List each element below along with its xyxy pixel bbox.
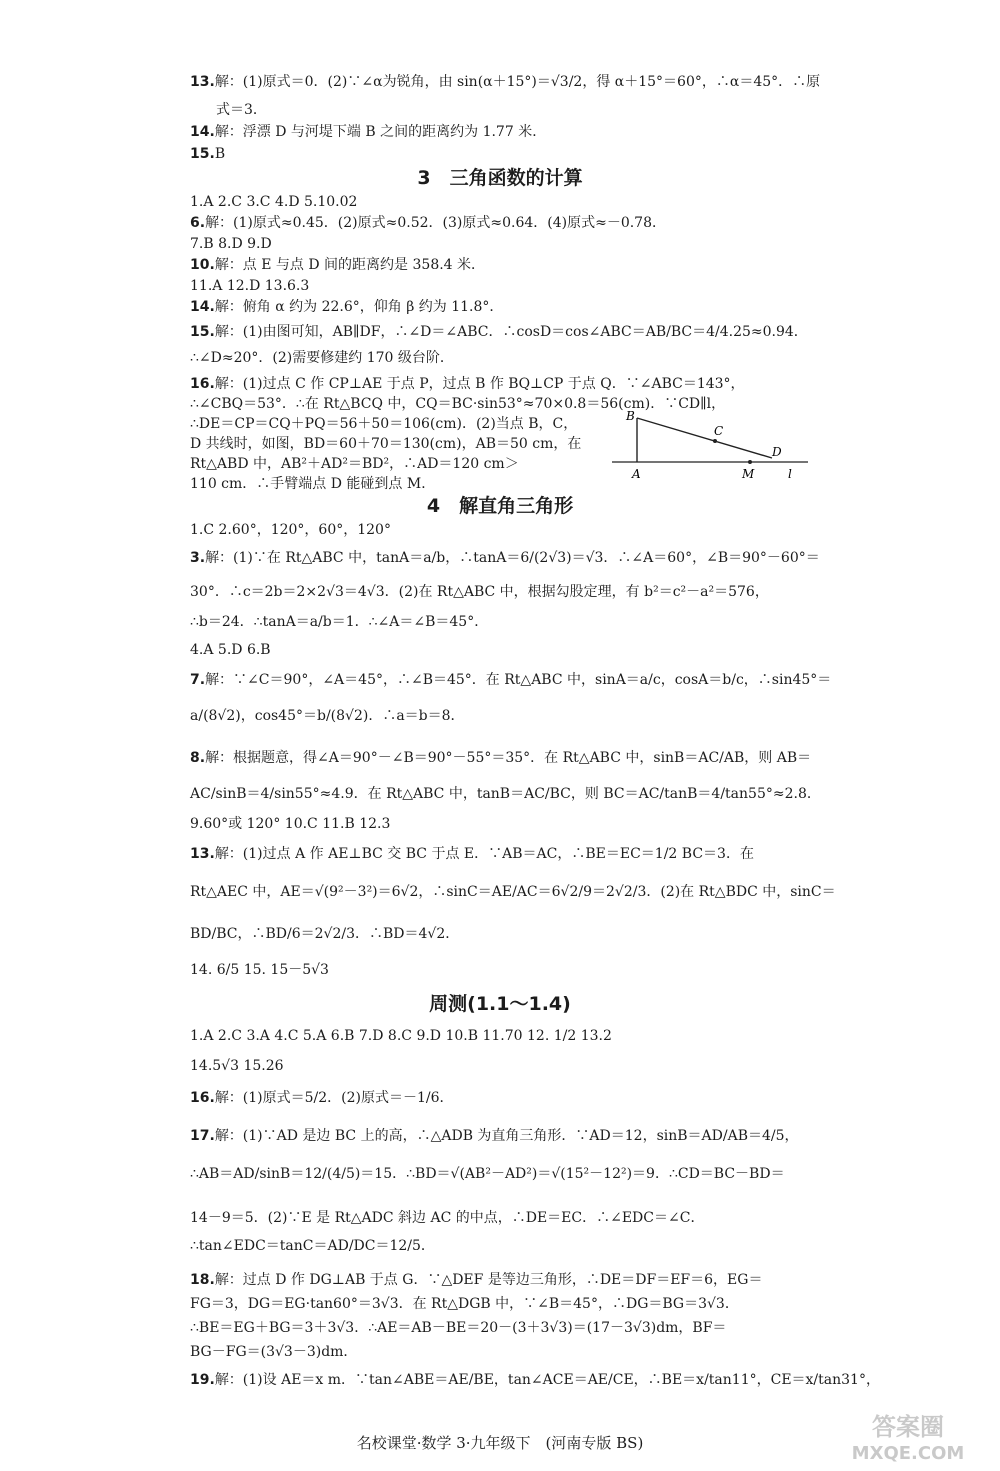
answer-line: 1.A 2.C 3.C 4.D 5.10.02 xyxy=(190,194,358,210)
answer-line: BD/BC，∴BD/6＝2√2/3．∴BD＝4√2． xyxy=(190,926,460,942)
answer-line: 10.解：点 E 与点 D 间的距离约是 358.4 米． xyxy=(190,257,486,273)
answer-line: 9.60°或 120° 10.C 11.B 12.3 xyxy=(190,816,391,832)
label-l: l xyxy=(788,467,792,481)
page-footer: 名校课堂·数学 3·九年级下 (河南专版 BS) xyxy=(356,1434,644,1452)
answer-line: 7.B 8.D 9.D xyxy=(190,236,272,252)
answer-line: 11.A 12.D 13.6.3 xyxy=(190,278,310,294)
answer-line: 4.A 5.D 6.B xyxy=(190,642,271,658)
answer-line: 1.A 2.C 3.A 4.C 5.A 6.B 7.D 8.C 9.D 10.B 11.70 12. 1/2 13.2 xyxy=(190,1028,612,1044)
answer-line: ∴∠CBQ＝53°．∴在 Rt△BCQ 中，CQ＝BC·sin53°≈70×0.8＝56(cm)．∵CD∥l， xyxy=(190,396,726,412)
answer-line: 16.解：(1)原式＝5/2．(2)原式＝－1/6． xyxy=(190,1090,454,1106)
answer-line: 17.解：(1)∵AD 是边 BC 上的高，∴△ADB 为直角三角形．∵AD＝12，sinB＝AD/AB＝4/5， xyxy=(190,1128,799,1144)
section-heading: 4 解直角三角形 xyxy=(426,495,574,517)
answer-line: Rt△AEC 中，AE＝√(9²－3²)＝6√2，∴sinC＝AE/AC＝6√2/9＝2√2/3．(2)在 Rt△BDC 中，sinC＝ xyxy=(190,884,836,900)
point-c xyxy=(713,439,717,443)
answer-line: ∴tan∠EDC＝tanC＝AD/DC＝12/5． xyxy=(190,1238,435,1254)
answer-line: 3.解：(1)∵在 Rt△ABC 中，tanA＝a/b，∴tanA＝6/(2√3)＝√3．∴∠A＝60°，∠B＝90°－60°＝ xyxy=(190,550,820,566)
answer-line: 1.C 2.60°，120°，60°，120° xyxy=(190,522,391,538)
answer-line: 8.解：根据题意，得∠A＝90°－∠B＝90°－55°＝35°．在 Rt△ABC 中，sinB＝AC/AB，则 AB＝ xyxy=(190,750,812,766)
answer-line: 14.5√3 15.26 xyxy=(190,1058,284,1074)
answer-line: FG＝3，DG＝EG·tan60°＝3√3．在 Rt△DGB 中，∵∠B＝45°，∴DG＝BG＝3√3． xyxy=(190,1296,739,1312)
label-d: D xyxy=(772,445,782,459)
answer-line: ∴∠D≈20°．(2)需要修建约 170 级台阶． xyxy=(190,350,454,366)
segment-bd xyxy=(637,418,772,458)
answer-line: AC/sinB＝4/sin55°≈4.9．在 Rt△ABC 中，tanB＝AC/BC，则 BC＝AC/tanB＝4/tan55°≈2.8． xyxy=(190,786,821,802)
label-b: B xyxy=(626,409,635,423)
answer-line: ∴DE＝CP＝CQ＋PQ＝56＋50＝106(cm)．(2)当点 B，C， xyxy=(190,416,578,432)
svg-text:MXQE.COM: MXQE.COM xyxy=(851,1443,965,1464)
answer-line: ∴AB＝AD/sinB＝12/(4/5)＝15．∴BD＝√(AB²－AD²)＝√(15²－12²)＝9．∴CD＝BC－BD＝ xyxy=(190,1166,785,1182)
answer-line: 14. 6/5 15. 15－5√3 xyxy=(190,962,329,978)
answer-line: 19.解：(1)设 AE＝x m．∵tan∠ABE＝AE/BE，tan∠ACE＝AE/CE，∴BE＝x/tan11°，CE＝x/tan31°， xyxy=(190,1372,880,1388)
answer-line: D 共线时，如图，BD＝60＋70＝130(cm)，AB＝50 cm，在 xyxy=(190,436,582,452)
answer-line: 6.解：(1)原式≈0.45．(2)原式≈0.52．(3)原式≈0.64．(4)原式≈－0.78． xyxy=(190,215,666,231)
answer-line: Rt△ABD 中，AB²＋AD²＝BD²，∴AD＝120 cm＞ xyxy=(190,456,519,472)
answer-line: 13.解：(1)过点 A 作 AE⊥BC 交 BC 于点 E．∵AB＝AC，∴BE＝EC＝1/2 BC＝3．在 xyxy=(190,846,754,862)
watermark-logo xyxy=(838,1405,978,1467)
answer-line: 30°．∴c＝2b＝2×2√3＝4√3．(2)在 Rt△ABC 中，根据勾股定理，有 b²＝c²－a²＝576， xyxy=(190,584,769,600)
answer-line: ∴BE＝EG＋BG＝3＋3√3．∴AE＝AB－BE＝20－(3＋3√3)＝(17－3√3)dm，BF＝ xyxy=(190,1320,727,1336)
answer-line: 15.解：(1)由图可知，AB∥DF，∴∠D＝∠ABC．∴cosD＝cos∠ABC＝AB/BC＝4/4.25≈0.94． xyxy=(190,324,808,340)
answer-line: 110 cm．∴手臂端点 D 能碰到点 M． xyxy=(190,476,436,492)
answer-line: 7.解：∵∠C＝90°，∠A＝45°，∴∠B＝45°．在 Rt△ABC 中，sinA＝a/c，cosA＝b/c，∴sin45°＝ xyxy=(190,672,832,688)
point-m xyxy=(748,460,752,464)
label-c: C xyxy=(714,424,724,438)
answer-line: 14.解：俯角 α 约为 22.6°，仰角 β 约为 11.8°． xyxy=(190,299,504,315)
answer-line: 15.B xyxy=(190,146,226,162)
answer-line: 18.解：过点 D 作 DG⊥AB 于点 G．∵△DEF 是等边三角形，∴DE＝DF＝EF＝6，EG＝ xyxy=(190,1272,763,1288)
answer-line: 式＝3． xyxy=(216,102,267,118)
weekly-test-heading: 周测(1.1～1.4) xyxy=(429,993,571,1015)
label-a: A xyxy=(632,467,641,481)
answer-line: 14－9＝5．(2)∵E 是 Rt△ADC 斜边 AC 的中点，∴DE＝EC．∴∠EDC＝∠C． xyxy=(190,1210,705,1226)
answer-line: BG－FG＝(3√3－3)dm． xyxy=(190,1344,358,1360)
answer-line: a/(8√2)，cos45°＝b/(8√2)．∴a＝b＝8． xyxy=(190,708,465,724)
svg-text:答案圈: 答案圈 xyxy=(872,1413,944,1441)
answer-line: 13.解：(1)原式＝0．(2)∵∠α为锐角，由 sin(α＋15°)＝√3/2，得 α＋15°＝60°，∴α＝45°．∴原 xyxy=(190,74,821,90)
answer-line: 16.解：(1)过点 C 作 CP⊥AE 于点 P，过点 B 作 BQ⊥CP 于点 Q．∵∠ABC＝143°， xyxy=(190,376,745,392)
answer-line: 14.解：浮漂 D 与河堤下端 B 之间的距离约为 1.77 米． xyxy=(190,124,547,140)
triangle-figure xyxy=(612,410,812,485)
answer-line: ∴b＝24．∴tanA＝a/b＝1．∴∠A＝∠B＝45°． xyxy=(190,614,489,630)
section-heading: 3 三角函数的计算 xyxy=(417,167,583,189)
label-m: M xyxy=(742,467,755,481)
